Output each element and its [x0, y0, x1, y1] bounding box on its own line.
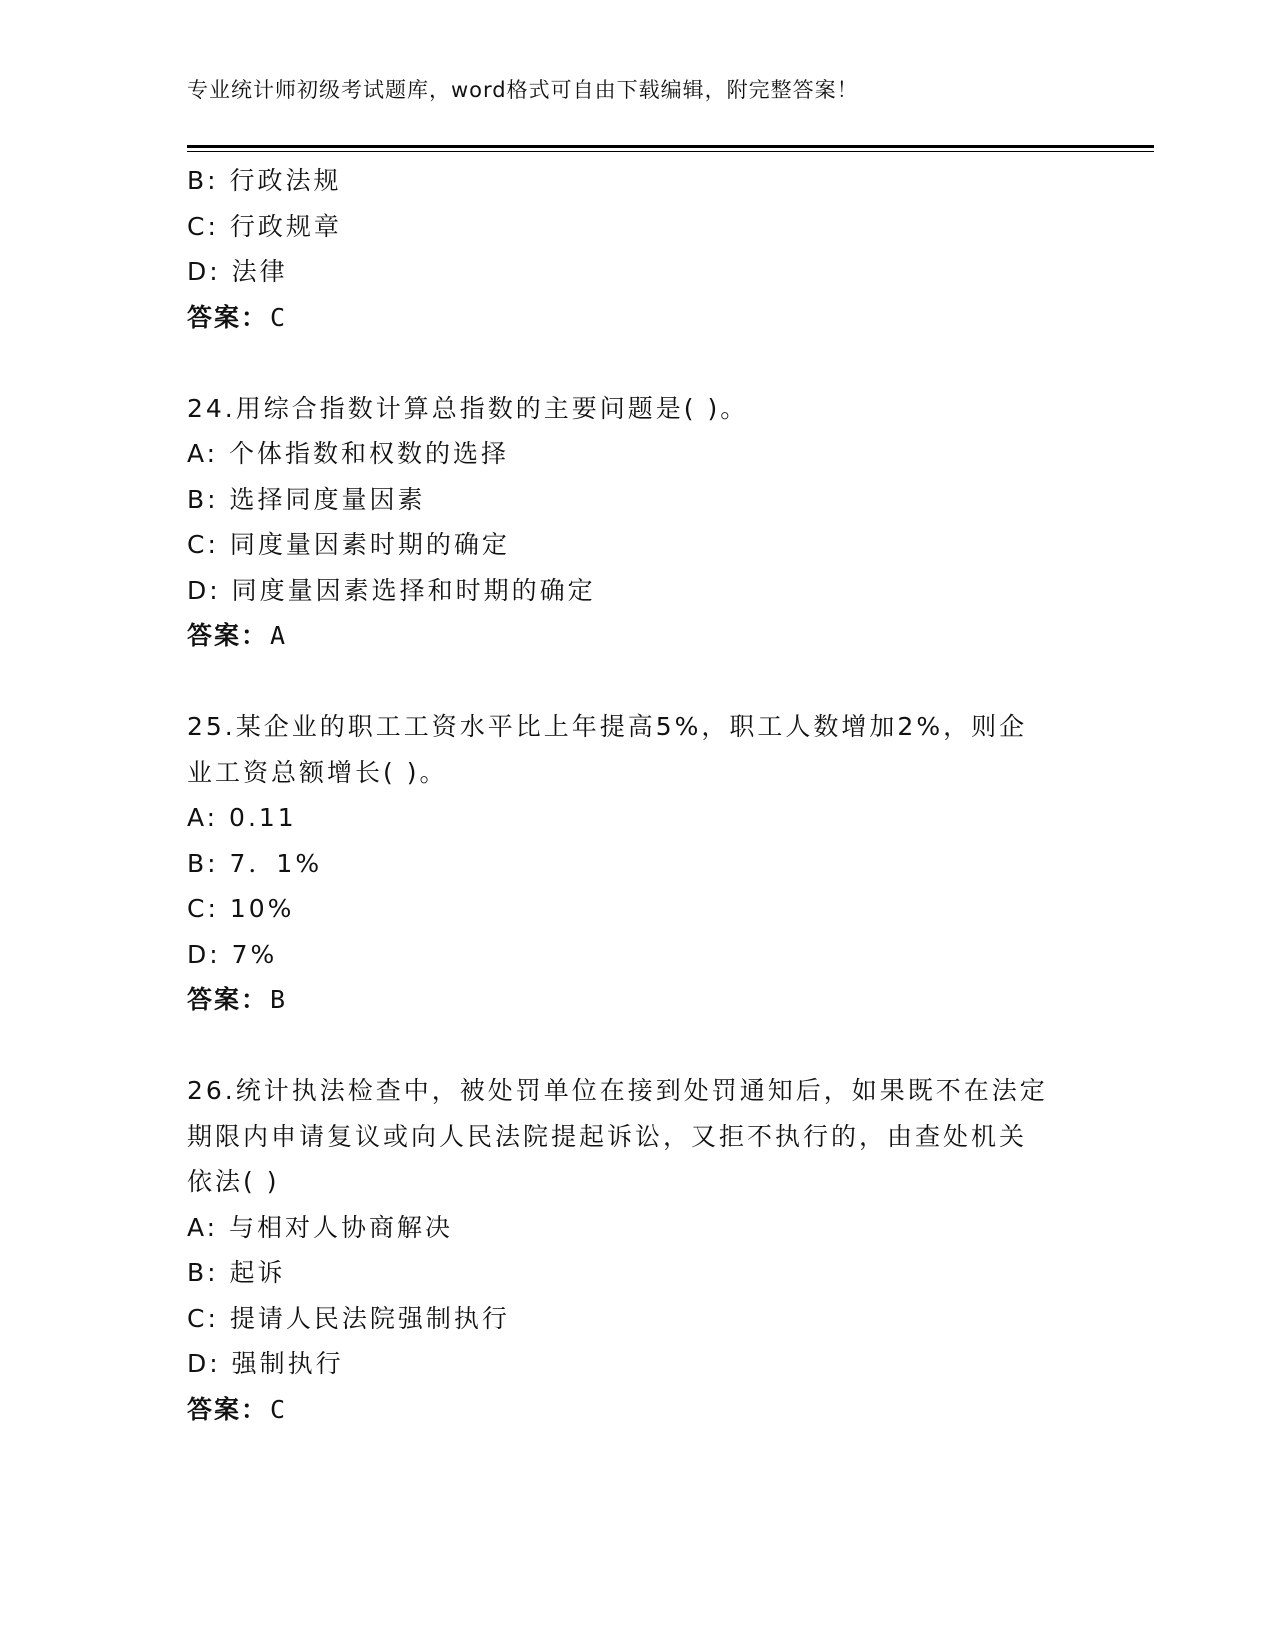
answer-value: C [270, 1394, 288, 1424]
question-stem: 期限内申请复议或向人民法院提起诉讼，又拒不执行的，由查处机关 [187, 1121, 1028, 1151]
answer-line [187, 613, 1087, 659]
page-header: 专业统计师初级考试题库，word格式可自由下载编辑，附完整答案！ [187, 78, 859, 102]
answer-value: B [270, 985, 288, 1014]
option-line: C: 10% [187, 894, 295, 923]
option-line: B: 选择同度量因素 [187, 484, 426, 514]
option-line: D: 同度量因素选择和时期的确定 [187, 575, 596, 605]
answer-label: 答案： [187, 302, 269, 332]
option-line: C: 行政规章 [187, 211, 342, 241]
answer-label: 答案： [187, 985, 269, 1014]
header-rule-thin [187, 151, 1154, 152]
question-stem: 业工资总额增长( )。 [187, 757, 448, 787]
header-rule-thick [187, 145, 1154, 148]
answer-label: 答案： [187, 1394, 269, 1424]
question-stem: 24.用综合指数计算总指数的主要问题是( )。 [187, 393, 749, 423]
option-line: C: 提请人民法院强制执行 [187, 1303, 510, 1333]
option-line: D: 强制执行 [187, 1349, 344, 1378]
answer-line [187, 295, 1087, 341]
option-line: A: 个体指数和权数的选择 [187, 439, 510, 468]
document-body [187, 158, 1087, 1432]
option-line: A: 与相对人协商解决 [187, 1212, 454, 1242]
answer-line [187, 977, 1087, 1023]
option-line: B: 行政法规 [187, 166, 342, 195]
option-line: D: 7% [187, 939, 278, 969]
answer-line [187, 1387, 1087, 1433]
question-stem: 26.统计执法检查中，被处罚单位在接到处罚通知后，如果既不在法定 [187, 1076, 1048, 1105]
answer-value: A [270, 621, 288, 650]
question-stem: 依法( ) [187, 1167, 280, 1196]
option-line: B: 起诉 [187, 1258, 286, 1287]
option-line: B: 7．1% [187, 848, 323, 878]
answer-value: C [270, 302, 288, 332]
question-stem: 25.某企业的职工工资水平比上年提高5%，职工人数增加2%，则企 [187, 712, 1028, 741]
option-line: A: 0.11 [187, 803, 297, 832]
option-line: D: 法律 [187, 257, 288, 286]
answer-label: 答案： [187, 621, 269, 650]
option-line: C: 同度量因素时期的确定 [187, 530, 510, 559]
